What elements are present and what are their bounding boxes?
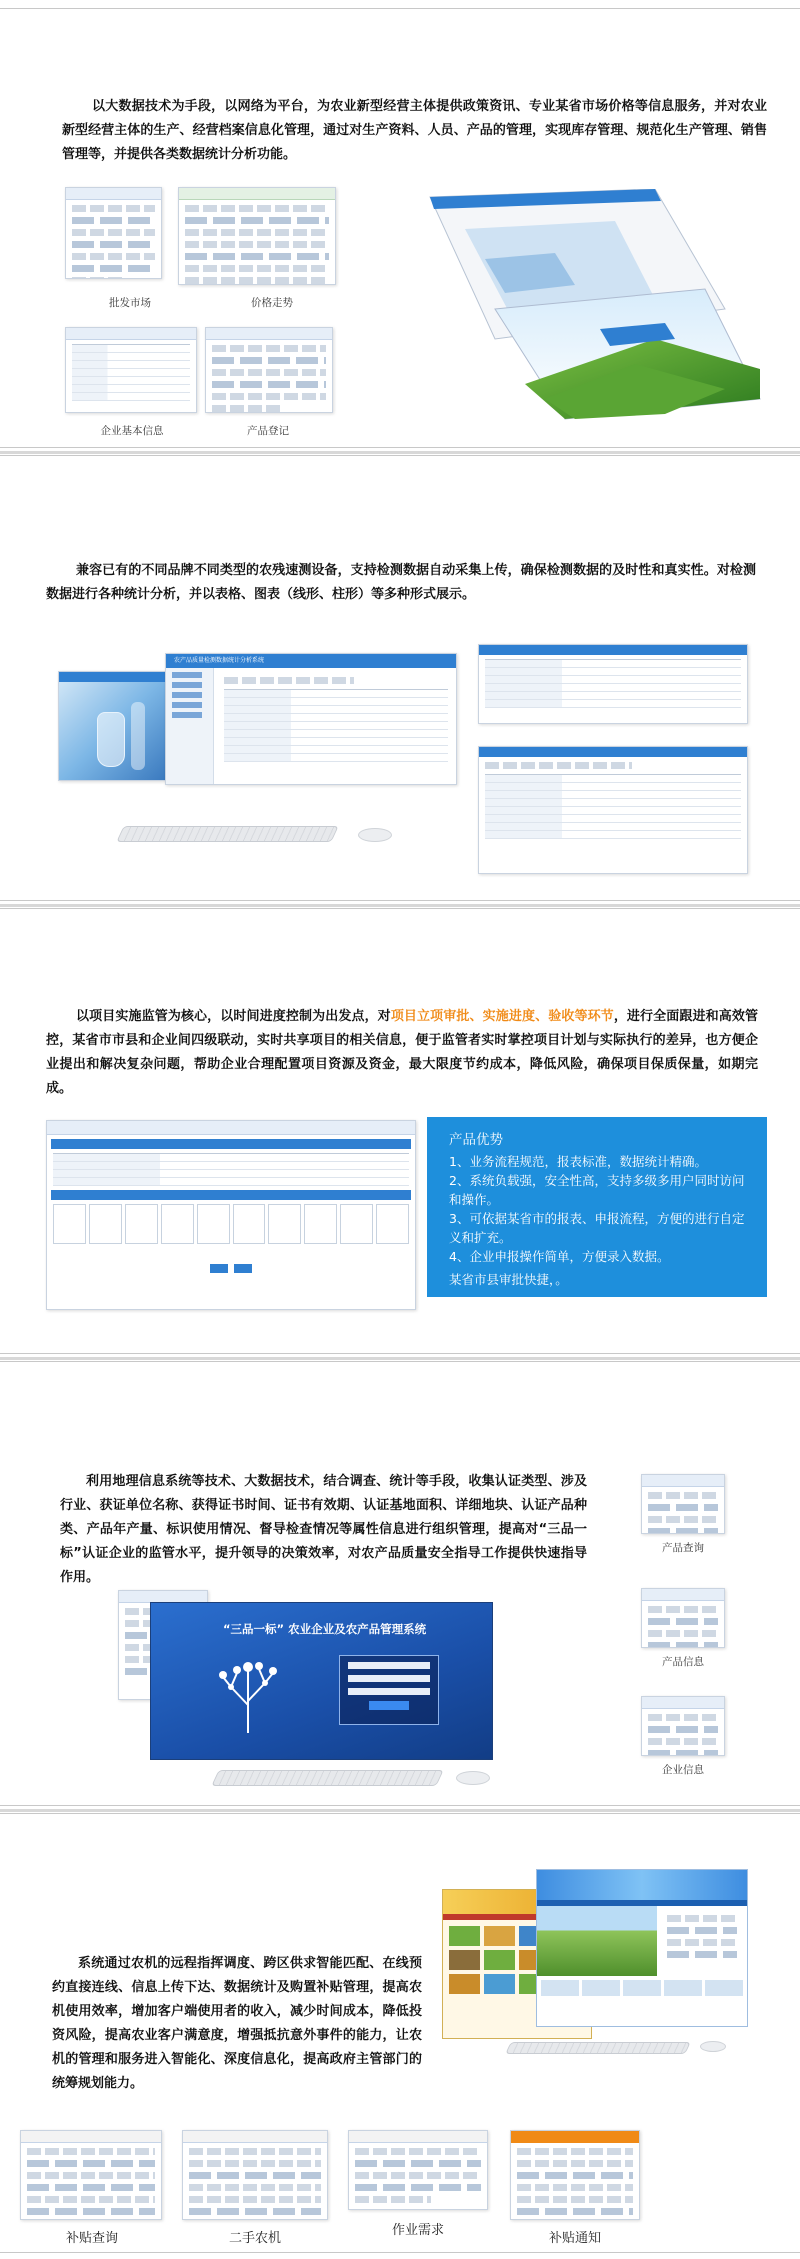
section-2-text: 兼容已有的不同品牌不同类型的农残速测设备，支持检测数据自动采集上传，确保检测数据的及时性和真实性。对检测数据进行各种统计分析，并以表格、图表（线形、柱形）等多种形式展示。 (46, 563, 756, 602)
work-demand-screenshot (348, 2130, 488, 2210)
enterprise-screenshot (641, 1696, 725, 1756)
caption-product-info: 产品信息 (662, 1656, 704, 1668)
machinery-website-right (536, 1869, 748, 2027)
advantage-item-5: 某省市县审批快捷，。 (449, 1272, 568, 1287)
caption-used-machinery: 二手农机 (228, 2231, 281, 2246)
section-three-products-one-label (0, 1361, 800, 1806)
caption-subsidy-notice: 补贴通知 (548, 2231, 601, 2246)
section-project-supervision (0, 908, 800, 1354)
product-info-screenshot (641, 1588, 725, 1648)
lab-photo-screenshot (58, 671, 180, 781)
keyboard-illustration-2 (211, 1770, 443, 1786)
product-registration-screenshot (205, 327, 333, 413)
advantage-item-1: 1、业务流程规范，报表标准，数据统计精确。 (449, 1154, 707, 1169)
product-advantages-title: 产品优势 (449, 1132, 503, 1148)
mouse-illustration (358, 828, 392, 842)
section-3-text-before: 以项目实施监管为核心，以时间进度控制为出发点，对 (76, 1009, 391, 1024)
keyboard-illustration (116, 826, 338, 842)
caption-enterprise-info: 企业基本信息 (100, 425, 164, 437)
caption-wholesale-market: 批发市场 (109, 297, 151, 309)
testing-system-title: 农产品质量检测数据统计分析系统 (174, 657, 265, 664)
testing-table-screenshot (478, 644, 748, 724)
used-machinery-screenshot (182, 2130, 328, 2220)
section-residue-testing (0, 455, 800, 901)
testing-query-screenshot (478, 746, 748, 874)
caption-subsidy-query: 补贴查询 (65, 2231, 118, 2246)
section-4-text: 利用地理信息系统等技术、大数据技术，结合调查、统计等手段，收集认证类型、涉及行业、获证单位名称、获得证书时间、证书有效期、认证基地面积、详细地块、认证产品种类、产品年产量、标识使用情况、督导检查情况等属性信息进行组织管理，提高对“三品一标”认证企业的监管水平，提升领导的决策效率，对农产品质量安全指导工作提供快速指导作用。 (60, 1474, 587, 1585)
product-advantages-box (427, 1117, 767, 1297)
product-query-screenshot (641, 1474, 725, 1534)
testing-system-screenshot (165, 653, 457, 785)
section-agricultural-machinery (0, 1813, 800, 2253)
advantage-item-3: 3、可依据某省市的报表、申报流程，方便的进行自定义和扩充。 (449, 1211, 745, 1245)
advantage-item-2: 2、系统负载强，安全性高，支持多级多用户同时访问和操作。 (449, 1173, 745, 1207)
management-system-title: “三品一标” 农业企业及农产品管理系统 (223, 1622, 427, 1636)
project-form-screenshot (46, 1120, 416, 1310)
mouse-illustration-2 (456, 1771, 490, 1785)
management-system-screen (150, 1602, 493, 1760)
caption-price-trend: 价格走势 (251, 297, 293, 309)
subsidy-query-screenshot (20, 2130, 162, 2220)
keyboard-illustration-3 (505, 2042, 691, 2054)
subsidy-notice-screenshot (510, 2130, 640, 2220)
caption-product-query: 产品查询 (662, 1542, 704, 1554)
mouse-illustration-3 (700, 2041, 726, 2052)
login-panel (339, 1655, 439, 1725)
price-trend-screenshot (178, 187, 336, 285)
caption-work-demand: 作业需求 (391, 2223, 444, 2238)
wholesale-market-screenshot (65, 187, 162, 279)
section-3-text-after: ，进行全面跟进和高效管控，某省市市县和企业间四级联动，实时共享项目的相关信息，便于监管者实时掌控项目计划与实际执行的差异，也方便企业提出和解决复杂问题，帮助企业合理配置项目资源及资金，最大限度节约成本，降低风险，确保项目保质保量，如期完成。 (46, 1009, 758, 1096)
section-5-text: 系统通过农机的远程指挥调度、跨区供求智能匹配、在线预约直接连线、信息上传下达、数据统计及购置补贴管理，提高农机使用效率，增加客户端使用者的收入，减少时间成本，降低投资风险，提高农业客户满意度，增强抵抗意外事件的能力，让农机的管理和服务进入智能化、深度信息化，提高政府主管部门的统筹规划能力。 (52, 1956, 422, 2091)
stacked-screens-illustration (425, 189, 770, 421)
enterprise-info-screenshot (65, 327, 197, 413)
section-farm-management (0, 8, 800, 448)
caption-product-registration: 产品登记 (247, 425, 289, 437)
section-3-highlight: 项目立项审批、实施进度、验收等环节 (390, 1009, 614, 1024)
section-1-text: 以大数据技术为手段，以网络为平台，为农业新型经营主体提供政策资讯、专业某省市场价格等信息服务，并对农业新型经营主体的生产、经营档案信息化管理，通过对生产资料、人员、产品的管理，实现库存管理、规范化生产管理、销售管理等，并提供各类数据统计分析功能。 (62, 99, 767, 162)
advantage-item-4: 4、企业申报操作简单，方便录入数据。 (449, 1249, 670, 1264)
tree-icon (213, 1655, 283, 1733)
section-3-text (46, 1005, 758, 1101)
caption-enterprise: 企业信息 (662, 1764, 704, 1776)
